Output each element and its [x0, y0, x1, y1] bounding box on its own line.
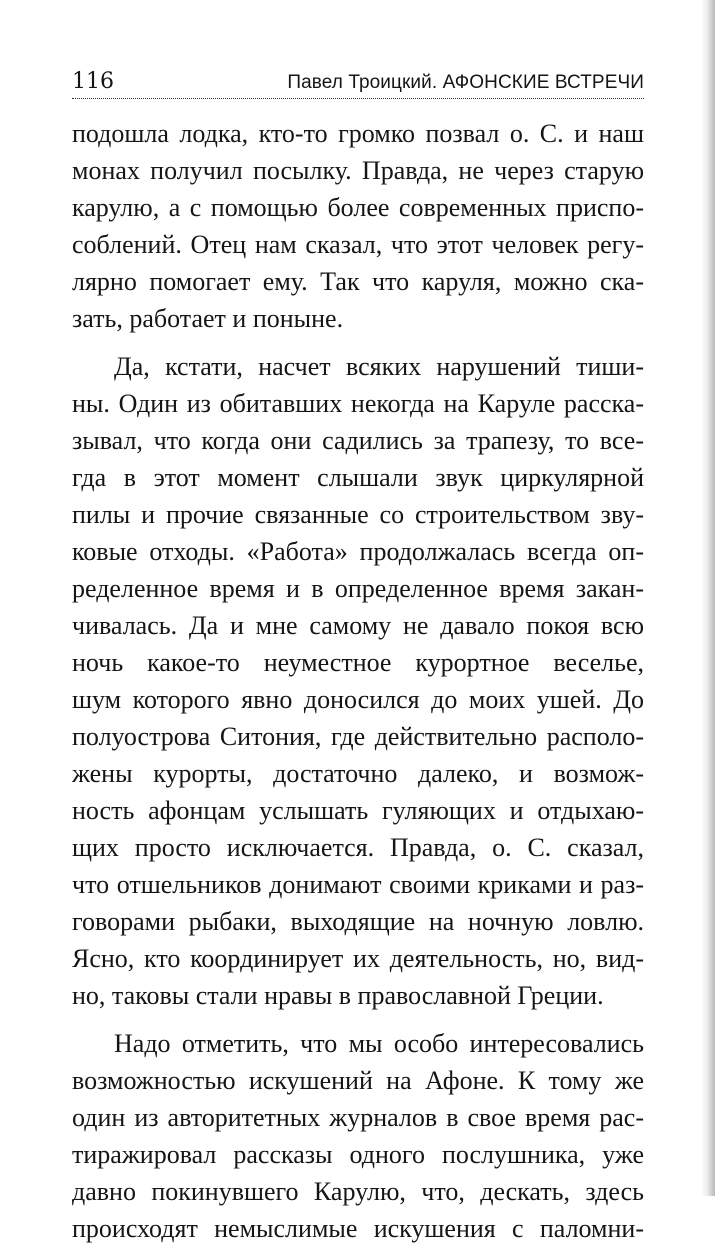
text-line: монах получил посылку. Правда, не через старую: [72, 156, 644, 185]
text-line: один из авторитетных журналов в свое время рас-: [72, 1103, 644, 1132]
text-line: зать, работает и поныне.: [72, 304, 344, 333]
text-line: давно покинувшего Карулю, что, дескать, здесь: [72, 1177, 644, 1206]
text-line: щих просто исключается. Правда, о. С. сказал,: [72, 833, 644, 862]
text-line: чивалась. Да и мне самому не давало покоя всю: [72, 611, 644, 640]
text-line: зывал, что когда они садились за трапезу, то все-: [72, 426, 644, 455]
text-line: ределенное время и в определенное время закан-: [72, 574, 644, 603]
text-line: ность афонцам услышать гуляющих и отдыхаю-: [72, 796, 644, 825]
text-line: Ясно, кто координирует их деятельность, но, вид-: [72, 944, 644, 973]
text-line: тиражировал рассказы одного послушника, уже: [72, 1140, 644, 1169]
paragraph-1: [72, 115, 644, 337]
text-line: пилы и прочие связанные со строительством зву-: [72, 500, 644, 529]
paragraph-3: [72, 1025, 644, 1247]
running-header: [72, 68, 644, 99]
text-line: ночь какое-то неуместное курортное веселье,: [72, 648, 644, 677]
text-line: происходят немыслимые искушения с паломни-: [72, 1214, 644, 1243]
text-line: жены курорты, достаточно далеко, и возмож-: [72, 759, 644, 788]
body-text: [72, 115, 644, 1247]
text-line: ны. Один из обитавших некогда на Каруле расска-: [72, 389, 644, 418]
text-line: Надо отметить, что мы особо интересовались: [114, 1029, 644, 1058]
text-line: карулю, а с помощью более современных приспо-: [72, 193, 644, 222]
running-title: Павел Троицкий. АФОНСКИЕ ВСТРЕЧИ: [287, 72, 644, 93]
text-line: гда в этот момент слышали звук циркулярной: [72, 463, 644, 492]
text-line: соблений. Отец нам сказал, что этот человек регу-: [72, 230, 644, 259]
paragraph-2: [72, 348, 644, 1014]
text-line: ковые отходы. «Работа» продолжалась всегда оп-: [72, 537, 644, 566]
scan-shadow-edge: [701, 0, 715, 1196]
text-line: возможностью искушений на Афоне. К тому же: [72, 1066, 644, 1095]
text-line: подошла лодка, кто-то громко позвал о. С. и наш: [72, 119, 644, 148]
page-number: 116: [72, 69, 114, 94]
text-line: но, таковы стали нравы в православной Греции.: [72, 981, 604, 1010]
text-line: полуострова Ситония, где действительно располо-: [72, 722, 644, 751]
text-line: шум которого явно доносился до моих ушей. До: [72, 685, 644, 714]
text-line: Да, кстати, насчет всяких нарушений тиши-: [114, 352, 644, 381]
text-line: лярно помогает ему. Так что каруля, можно ска-: [72, 267, 644, 296]
text-line: говорами рыбаки, выходящие на ночную ловлю.: [72, 907, 644, 936]
text-line: что отшельников донимают своими криками и раз-: [72, 870, 644, 899]
